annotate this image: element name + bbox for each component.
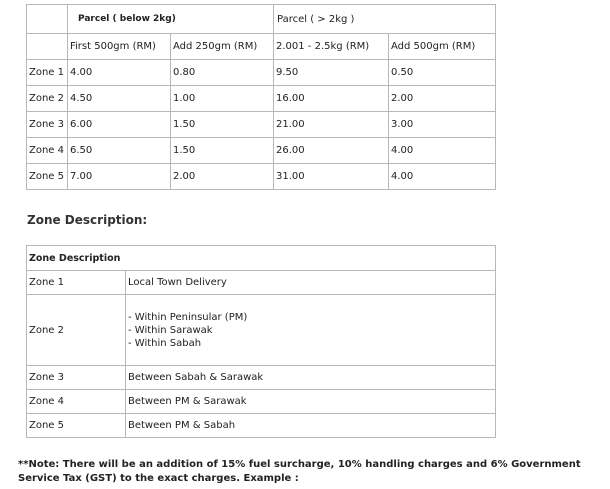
table-row	[27, 366, 496, 390]
rate-group-header-row	[27, 5, 496, 34]
zone-label: Zone 1	[27, 271, 126, 295]
description-line: Between PM & Sabah	[128, 420, 236, 431]
rate-cell: 1.00	[171, 86, 274, 112]
surcharge-note: **Note: There will be an addition of 15% fuel surcharge, 10% handling charges and 6% Government Service Tax (GST) to the exact charges. Example :	[18, 459, 581, 484]
description-line: - Within Peninsular (PM)	[128, 311, 248, 323]
zone-description	[126, 295, 496, 366]
zone-description-table	[26, 245, 496, 438]
zone-label: Zone 4	[27, 138, 68, 164]
corner-cell	[27, 5, 68, 34]
rate-cell: 6.00	[68, 112, 171, 138]
rate-cell: 9.50	[274, 60, 389, 86]
rate-cell: 26.00	[274, 138, 389, 164]
corner-cell	[27, 34, 68, 60]
description-line: Between PM & Sarawak	[128, 396, 247, 407]
zone-label: Zone 3	[27, 112, 68, 138]
rate-cell: 31.00	[274, 164, 389, 190]
rate-cell: 6.50	[68, 138, 171, 164]
zone-table-header: Zone Description	[27, 246, 496, 271]
zone-description	[126, 390, 496, 414]
rate-cell: 21.00	[274, 112, 389, 138]
table-row	[27, 271, 496, 295]
rate-cell: 4.00	[389, 164, 496, 190]
description-line: Local Town Delivery	[128, 277, 227, 288]
table-row	[27, 390, 496, 414]
rate-cell: 2.00	[171, 164, 274, 190]
description-line: - Within Sabah	[128, 337, 202, 349]
zone-label: Zone 3	[27, 366, 126, 390]
rate-cell: 16.00	[274, 86, 389, 112]
rate-column-header-row	[27, 34, 496, 60]
rate-cell: 4.00	[389, 138, 496, 164]
zone-description	[126, 366, 496, 390]
table-row	[27, 164, 496, 190]
column-header: First 500gm (RM)	[68, 34, 171, 60]
parcel-rate-table	[26, 4, 496, 190]
zone-label: Zone 2	[27, 86, 68, 112]
table-row	[27, 112, 496, 138]
description-line: - Within Sarawak	[128, 324, 213, 336]
zone-description	[126, 414, 496, 438]
table-row	[27, 86, 496, 112]
rate-cell: 1.50	[171, 112, 274, 138]
zone-description-title: Zone Description:	[27, 213, 148, 227]
table-row	[27, 60, 496, 86]
table-row	[27, 295, 496, 366]
group-header-above-2kg: Parcel ( > 2kg )	[274, 5, 496, 34]
table-row	[27, 138, 496, 164]
table-row	[27, 414, 496, 438]
zone-label: Zone 2	[27, 295, 126, 366]
rate-cell: 4.50	[68, 86, 171, 112]
column-header: Add 250gm (RM)	[171, 34, 274, 60]
rate-cell: 7.00	[68, 164, 171, 190]
zone-table-header-row	[27, 246, 496, 271]
zone-label: Zone 4	[27, 390, 126, 414]
zone-label: Zone 5	[27, 414, 126, 438]
zone-description	[126, 271, 496, 295]
zone-label: Zone 1	[27, 60, 68, 86]
group-header-below-2kg: Parcel ( below 2kg)	[68, 5, 274, 34]
rate-cell: 3.00	[389, 112, 496, 138]
rate-cell: 2.00	[389, 86, 496, 112]
column-header: 2.001 - 2.5kg (RM)	[274, 34, 389, 60]
rate-cell: 4.00	[68, 60, 171, 86]
description-line: Between Sabah & Sarawak	[128, 372, 264, 383]
column-header: Add 500gm (RM)	[389, 34, 496, 60]
zone-label: Zone 5	[27, 164, 68, 190]
rate-cell: 0.50	[389, 60, 496, 86]
rate-cell: 0.80	[171, 60, 274, 86]
rate-cell: 1.50	[171, 138, 274, 164]
